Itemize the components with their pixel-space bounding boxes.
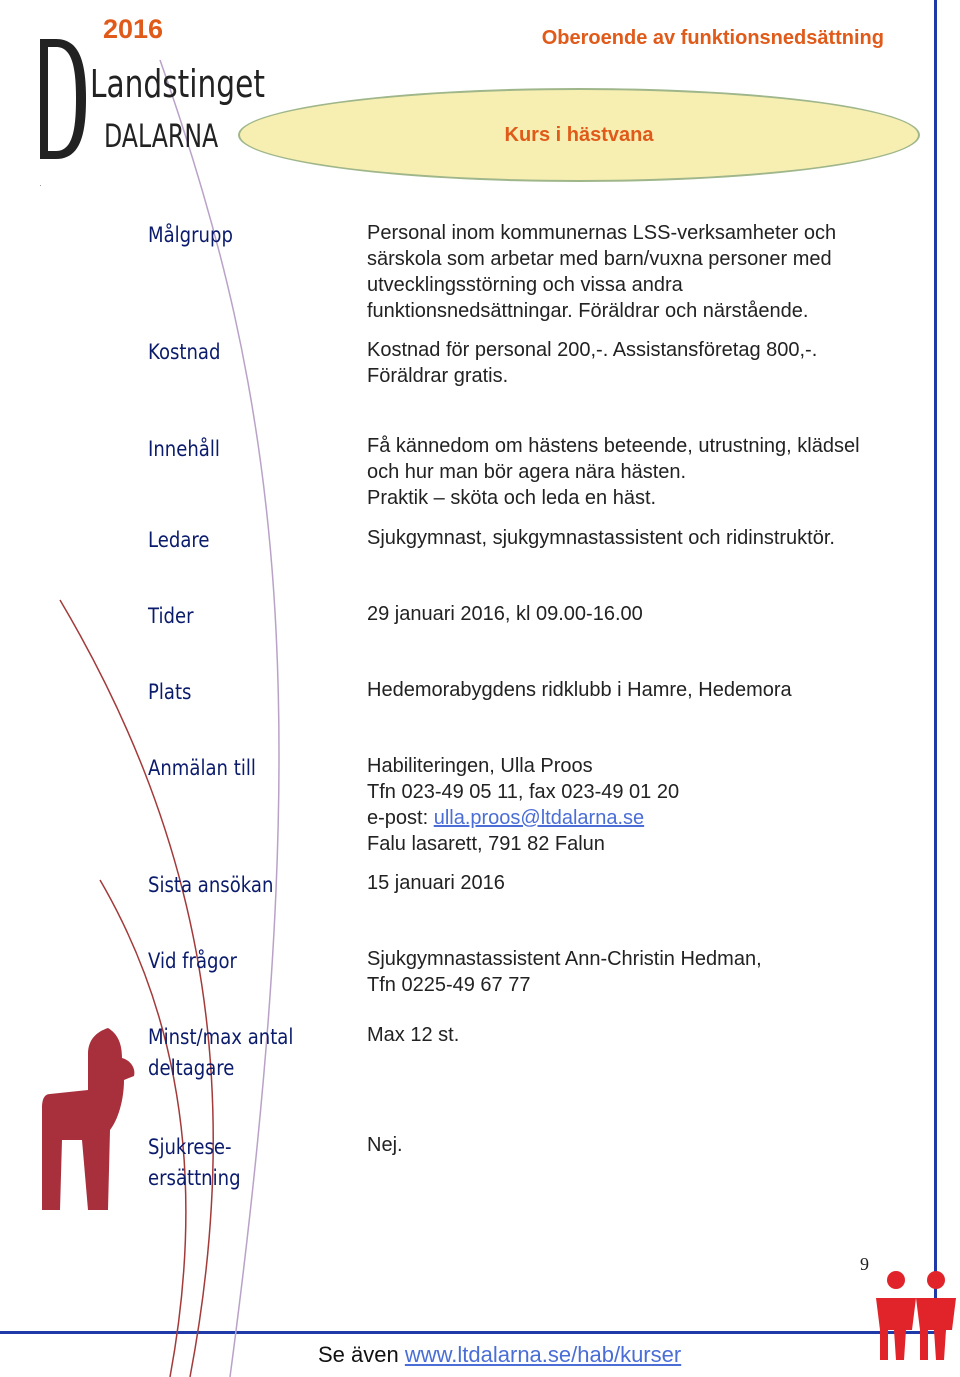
vid-fragor-contact: Sjukgymnastassistent Ann-Christin Hedman, (367, 948, 762, 970)
label-antal-line2: deltagare (148, 1056, 235, 1080)
value-sista-ansokan: 15 januari 2016 (367, 872, 505, 894)
value-kostnad (367, 337, 817, 389)
email-link[interactable]: ulla.proos@ltdalarna.se (433, 807, 645, 829)
anmalan-phone: Tfn 023-49 05 11, fax 023-49 01 20 (367, 781, 680, 803)
page-number: 9 (860, 1254, 869, 1274)
label-innehall: Innehåll (148, 437, 220, 461)
malgrupp-line: funktionsnedsättningar. Föräldrar och närstående. (367, 300, 809, 322)
value-tider: 29 januari 2016, kl 09.00-16.00 (367, 603, 643, 625)
anmalan-email-row (367, 805, 679, 831)
course-title: Kurs i hästvana (504, 123, 654, 146)
value-sjukrese: Nej. (367, 1134, 403, 1156)
value-plats: Hedemorabygdens ridklubb i Hamre, Hedemora (367, 679, 792, 701)
value-innehall (367, 433, 860, 511)
anmalan-address: Falu lasarett, 791 82 Falun (367, 833, 605, 855)
label-anmalan: Anmälan till (148, 756, 256, 780)
footer-link[interactable]: www.ltdalarna.se/hab/kurser (404, 1342, 682, 1367)
value-ledare: Sjukgymnast, sjukgymnastassistent och ridinstruktör. (367, 527, 835, 549)
course-title-banner (238, 88, 920, 182)
svg-text:Landstinget: Landstinget (90, 62, 265, 108)
label-sjukrese-line1: Sjukrese- (148, 1135, 232, 1159)
label-tider: Tider (148, 604, 194, 628)
value-malgrupp (367, 220, 836, 324)
anmalan-contact: Habiliteringen, Ulla Proos (367, 755, 593, 777)
label-kostnad: Kostnad (148, 340, 221, 364)
innehall-line: Få kännedom om hästens beteende, utrustning, klädsel (367, 435, 860, 457)
label-antal-line1: Minst/max antal (148, 1025, 294, 1049)
value-vid-fragor (367, 946, 762, 998)
year-label: 2016 (103, 14, 164, 44)
label-sjukrese-line2: ersättning (148, 1166, 241, 1190)
kostnad-line: Kostnad för personal 200,-. Assistansföretag 800,-. (367, 339, 818, 361)
malgrupp-line: utvecklingsstörning och vissa andra (367, 274, 683, 296)
dala-horse-icon (38, 1020, 138, 1220)
label-plats: Plats (148, 680, 192, 704)
footer-prefix: Se även (318, 1342, 405, 1367)
label-antal (148, 1022, 293, 1084)
innehall-line: Praktik – sköta och leda en häst. (367, 487, 657, 509)
value-antal: Max 12 st. (367, 1024, 460, 1046)
innehall-line: och hur man bör agera nära hästen. (367, 461, 687, 483)
label-ledare: Ledare (148, 528, 210, 552)
kostnad-line: Föräldrar gratis. (367, 365, 509, 387)
email-prefix: e-post: (367, 807, 434, 829)
footer (318, 1342, 681, 1368)
value-anmalan (367, 753, 679, 857)
malgrupp-line: Personal inom kommunernas LSS-verksamheter och (367, 222, 837, 244)
landstinget-dalarna-logo (38, 35, 265, 205)
label-sjukrese (148, 1132, 241, 1194)
area-title: Oberoende av funktionsnedsättning (541, 27, 884, 49)
svg-text:DALARNA: DALARNA (104, 117, 219, 155)
vid-fragor-phone: Tfn 0225-49 67 77 (367, 974, 531, 996)
people-logo-icon (872, 1268, 960, 1368)
label-vid-fragor: Vid frågor (148, 949, 237, 973)
label-sista-ansokan: Sista ansökan (148, 873, 274, 897)
label-malgrupp: Målgrupp (148, 223, 233, 247)
malgrupp-line: särskola som arbetar med barn/vuxna personer med (367, 248, 832, 270)
